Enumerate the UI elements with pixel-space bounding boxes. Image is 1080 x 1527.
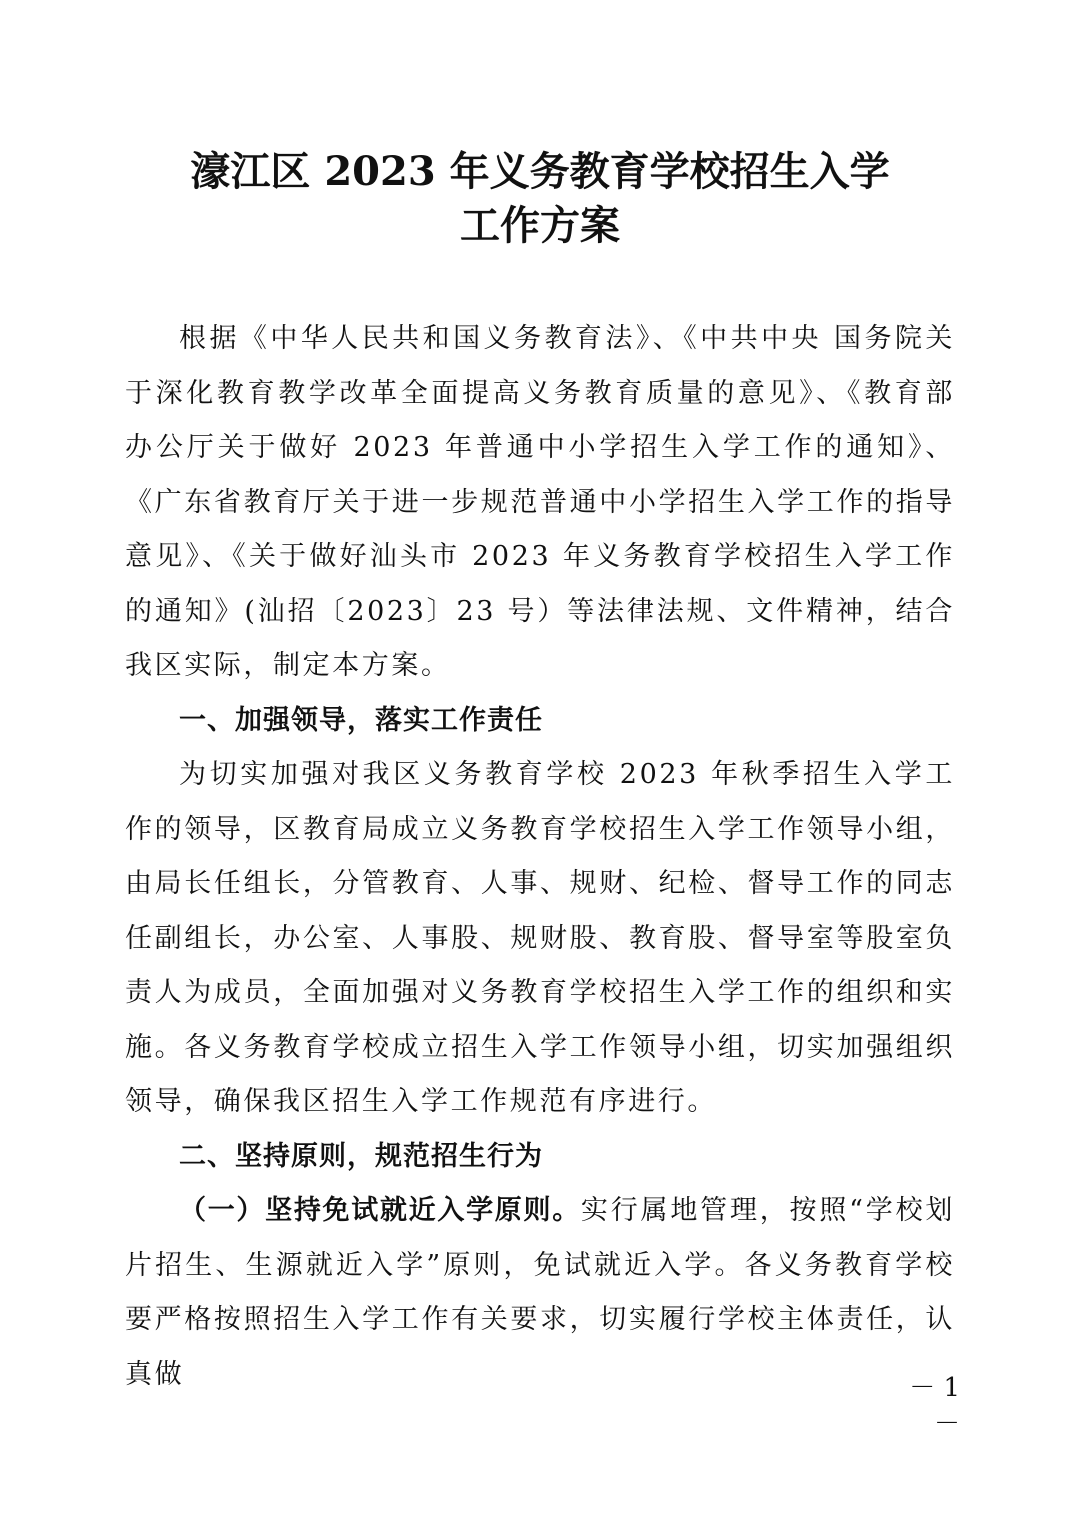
- document-body: [125, 312, 955, 1402]
- section-2-heading: 二、坚持原则，规范招生行为: [179, 1140, 543, 1172]
- section-2-item-1-paragraph: [125, 1184, 955, 1402]
- document-title-line-2: 工作方案: [460, 202, 620, 249]
- section-2-item-1-lead: （一）坚持免试就近入学原则。: [179, 1195, 581, 1226]
- document-title-line-1: 濠江区 2023 年义务教育学校招生入学: [190, 148, 890, 195]
- section-2-item-1-text: 实行属地管理，按照“学校划片招生、生源就近入学”原则，免试就近入学。各义务教育学校要严格按照招生入学工作有关要求，切实履行学校主体责任，认真做: [125, 1195, 955, 1390]
- intro-paragraph: 根据《中华人民共和国义务教育法》、《中共中央 国务院关于深化教育教学改革全面提高义务教育质量的意见》、《教育部办公厅关于做好 2023 年普通中小学招生入学工作的通知》、《广东省教育厅关于进一步规范普通中小学招生入学工作的指导意见》、《关于做好汕头市 2023 年义务教育学校招生入学工作的通知》(汕招〔2023〕23 号）等法律法规、文件精神，结合我区实际，制定本方案。: [125, 323, 955, 681]
- section-1-heading: 一、加强领导，落实工作责任: [179, 704, 543, 736]
- section-1-paragraph: 为切实加强对我区义务教育学校 2023 年秋季招生入学工作的领导，区教育局成立义务教育学校招生入学工作领导小组，由局长任组长，分管教育、人事、规财、纪检、督导工作的同志任副组长，办公室、人事股、规财股、教育股、督导室等股室负责人为成员，全面加强对义务教育学校招生入学工作的组织和实施。各义务教育学校成立招生入学工作领导小组，切实加强组织领导，确保我区招生入学工作规范有序进行。: [125, 759, 955, 1117]
- page-number: － 1 －: [909, 1373, 960, 1439]
